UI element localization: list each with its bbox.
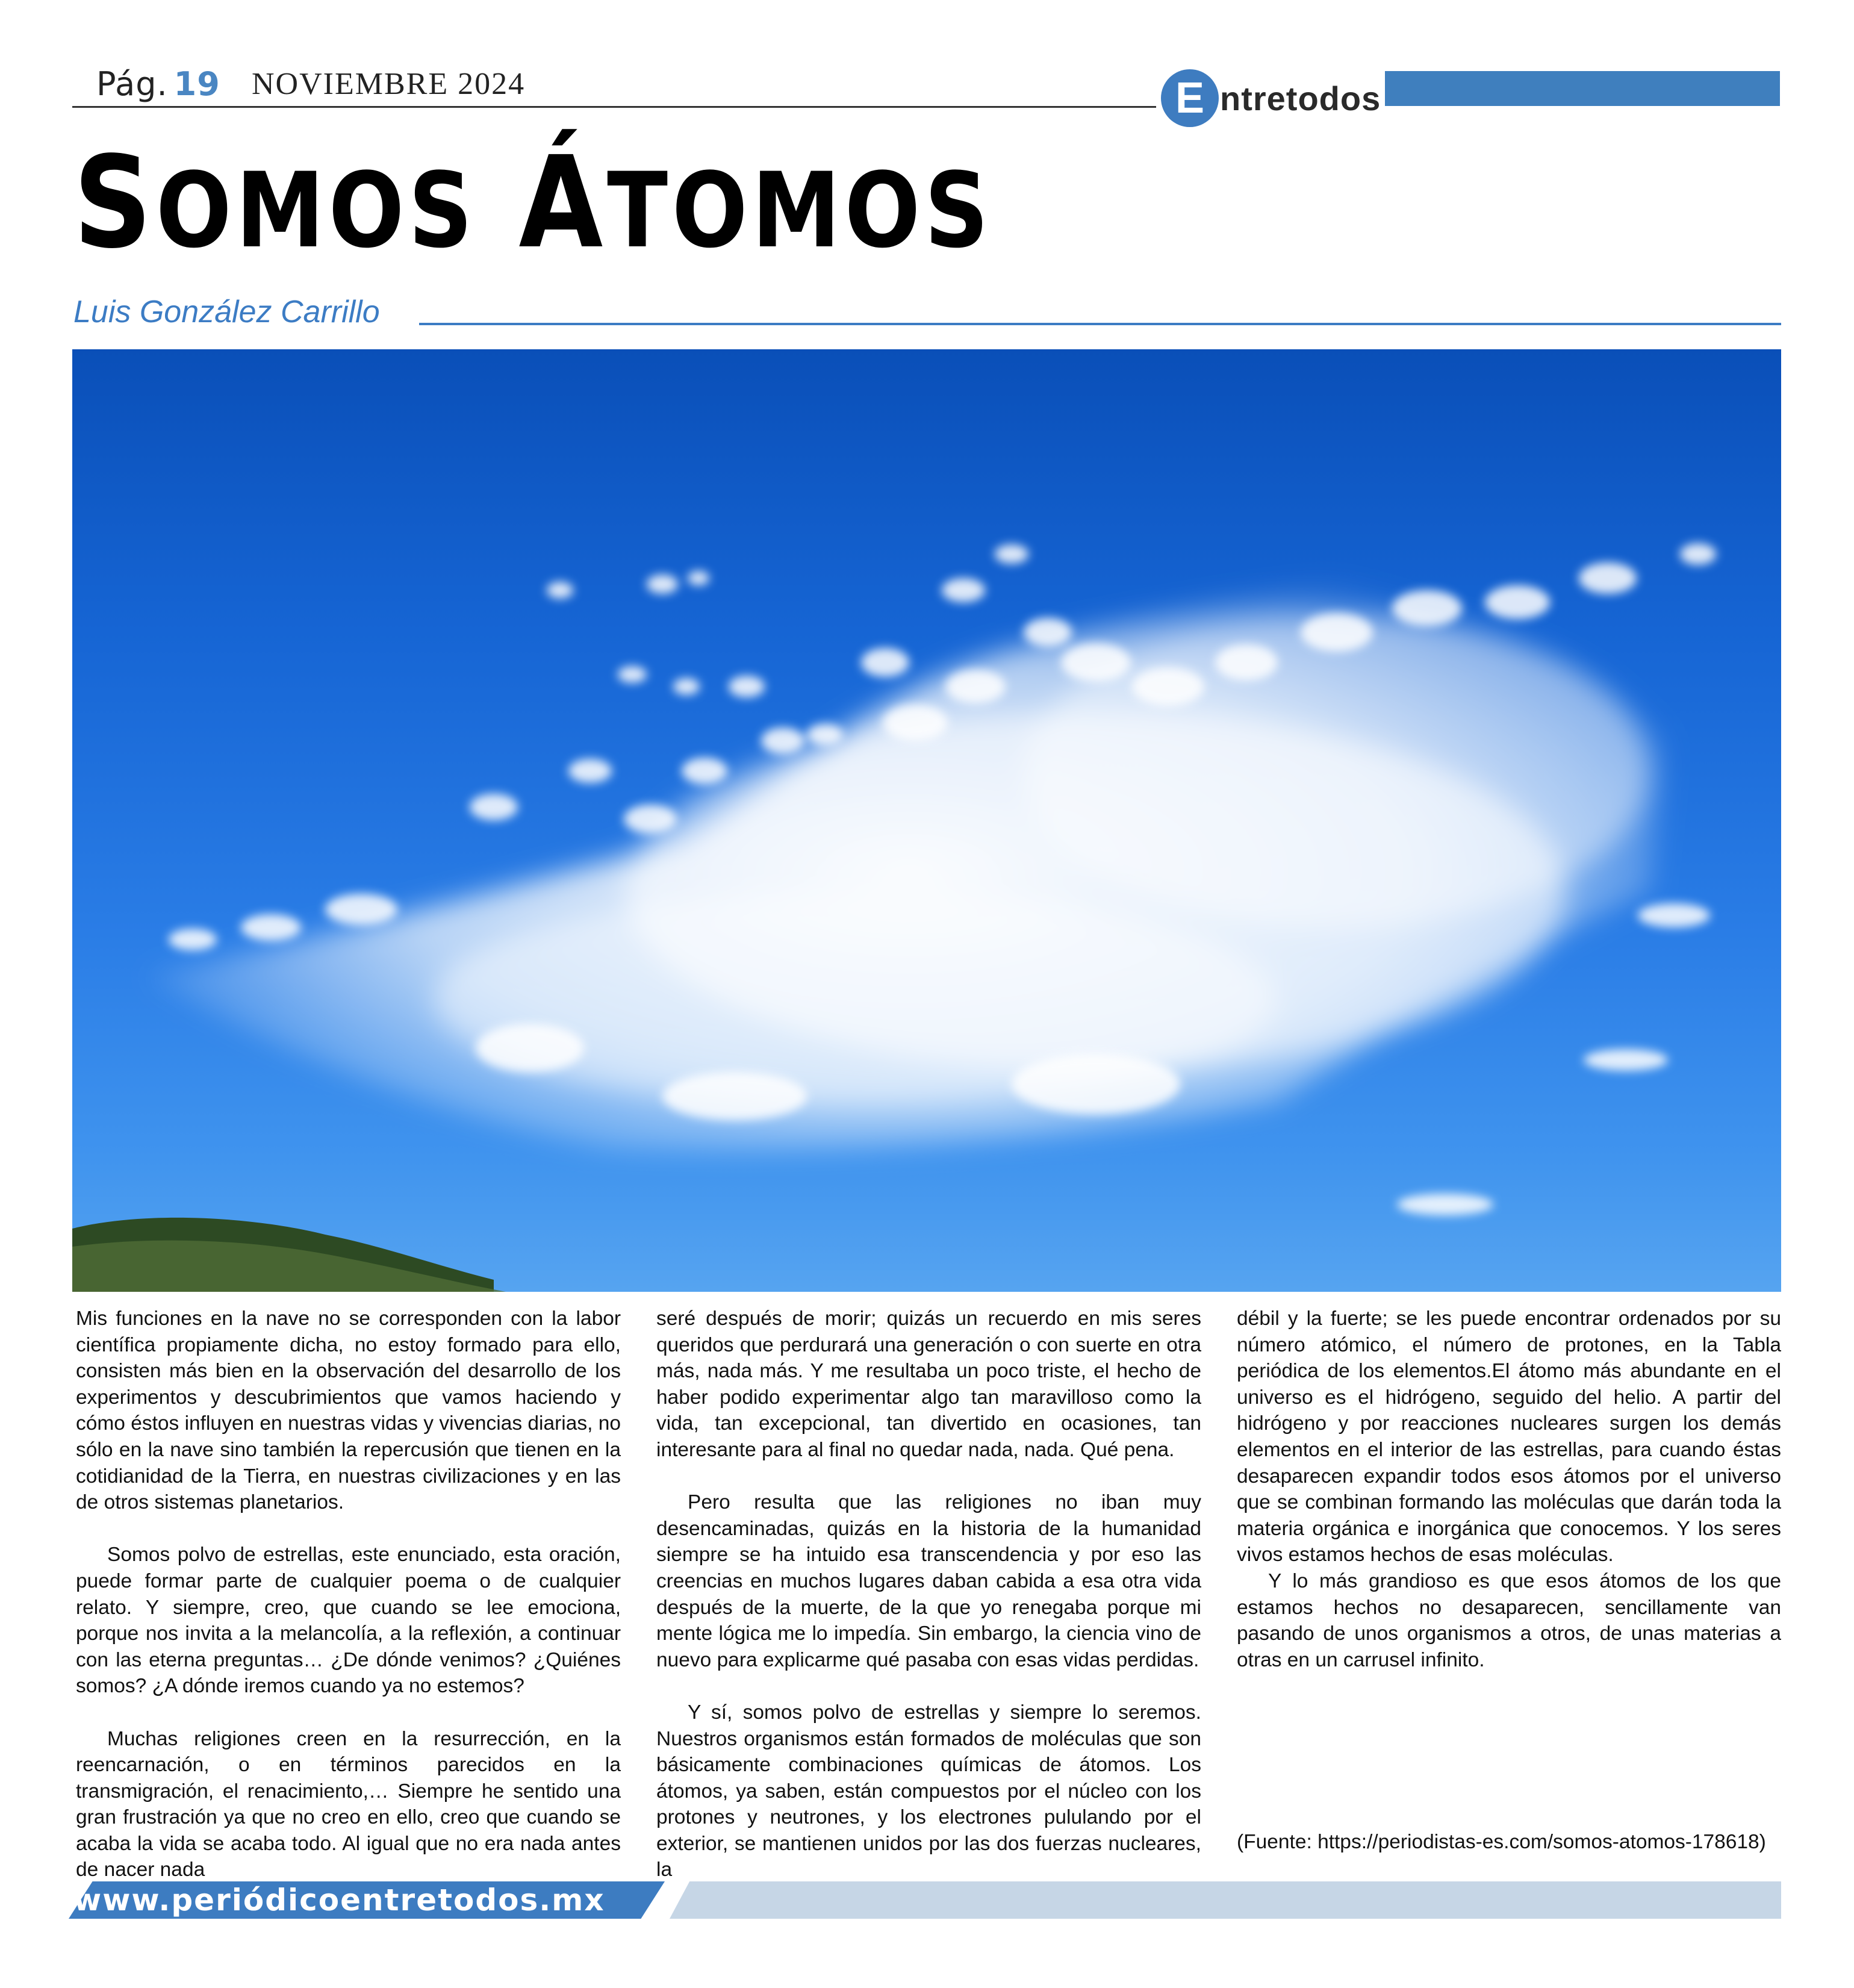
header-rule bbox=[72, 106, 1156, 108]
paragraph: seré después de morir; quizás un recuerdo en mis seres queridos que perdurará una generación o con suerte en otra más, nada más. Y me resultaba un poco triste, el hecho de haber podido experimentar algo tan maravilloso como la vida, tan excepcional, tan divertido en ocasiones, tan interesante para al final no quedar nada, nada. Qué pena. bbox=[656, 1307, 1201, 1461]
paragraph: Y sí, somos polvo de estrellas y siempre lo seremos. Nuestros organismos están formados de moléculas que son básicamente combinaciones químicas de átomos. Los átomos, ya saben, están compuestos por el núcleo con los protones y neutrones, y los electrones pululando por el exterior, se mantienen unidos por las dos fuerzas nucleares, la bbox=[656, 1701, 1201, 1881]
brand-name: ntretodos bbox=[1220, 79, 1381, 117]
brand-logo bbox=[1161, 69, 1390, 129]
issue-date: NOVIEMBRE 2024 bbox=[252, 67, 526, 101]
paragraph: Muchas religiones creen en la resurrección, en la reencarnación, o en términos parecidos en la transmigración, el renacimiento,… Siempre he sentido una gran frustración ya que no creo en ello, creo que cuando se acaba la vida se acaba todo. Al igual que no era nada antes de nacer nada bbox=[76, 1727, 621, 1881]
title-rest-1: OMOS bbox=[155, 150, 477, 271]
page-title bbox=[73, 129, 993, 276]
page-label: Pág. bbox=[96, 65, 168, 103]
paragraph: débil y la fuerte; se les puede encontrar ordenados por su número atómico, el número de protones, en la Tabla periódica de los elementos.El átomo más abundante en el universo es el hidrógeno, seguido del helio. A partir del hidrógeno y por reacciones nucleares surgen los demás elementos en el interior de las estrellas, para cuando éstas desaparecen expandir todos esos átomos por el universo que se combinan formando las moléculas que darán toda la materia orgánica e inorgánica que conocemos. Y los seres vivos estamos hechos de esas moléculas. bbox=[1237, 1307, 1781, 1566]
paragraph: Y lo más grandioso es que esos átomos de los que estamos hechos no desaparecen, sencillamente van pasando de unos organismos a otros, de unas materias a otras en un carrusel infinito. bbox=[1237, 1569, 1781, 1671]
footer-url-link[interactable]: www.periódicoentretodos.mx bbox=[73, 1883, 605, 1918]
author-byline: Luis González Carrillo bbox=[73, 294, 380, 329]
article-column-2 bbox=[656, 1306, 1201, 1883]
title-cap-1: S bbox=[73, 129, 156, 276]
brand-initial: E bbox=[1161, 69, 1219, 127]
paragraph: Somos polvo de estrellas, este enunciado, esta oración, puede formar parte de cualquier poema o de cualquier relato. Y siempre, creo, que cuando se lee emociona, porque nos invita a la melancolía, a la reflexión, a continuar con las eterna preguntas… ¿De dónde venimos? ¿Quiénes somos? ¿A dónde iremos cuando ya no estemos? bbox=[76, 1544, 621, 1698]
footer-accent-band bbox=[670, 1881, 1781, 1919]
page-number: 19 bbox=[173, 65, 220, 103]
paragraph: Pero resulta que las religiones no iban muy desencaminadas, quizás en la historia de la humanidad siempre se ha intuido esa transcendencia y por eso las creencias en muchos lugares daban cabida a esa otra vida después de la muerte, de la que yo renegaba porque mi mente lógica me lo impedía. Sin embargo, la ciencia vino de nuevo para explicarme qué pasaba con esas vidas perdidas. bbox=[656, 1491, 1201, 1671]
title-rest-2: TOMOS bbox=[607, 150, 993, 271]
page-number-label bbox=[96, 65, 220, 103]
title-cap-2: Á bbox=[518, 129, 608, 276]
clouds-illustration bbox=[72, 349, 1781, 1292]
author-rule bbox=[419, 323, 1781, 325]
article-column-3 bbox=[1237, 1306, 1781, 1673]
source-credit: (Fuente: https://periodistas-es.com/somos-atomos-178618) bbox=[1237, 1831, 1766, 1853]
article-column-1 bbox=[76, 1306, 621, 1883]
paragraph: Mis funciones en la nave no se corresponden con la labor científica propiamente dicha, no estoy formado para ello, consisten más bien en la observación del desarrollo de los experimentos y descubrimientos que vamos haciendo y cómo éstos influyen en nuestras vidas y vivencias diarias, no sólo en la nave sino también la repercusión que tienen en la cotidianidad de la Tierra, en nuestras civilizaciones y en las de otros sistemas planetarios. bbox=[76, 1307, 621, 1514]
sky-clouds-photo bbox=[72, 349, 1781, 1292]
header-accent-bar bbox=[1385, 71, 1780, 106]
